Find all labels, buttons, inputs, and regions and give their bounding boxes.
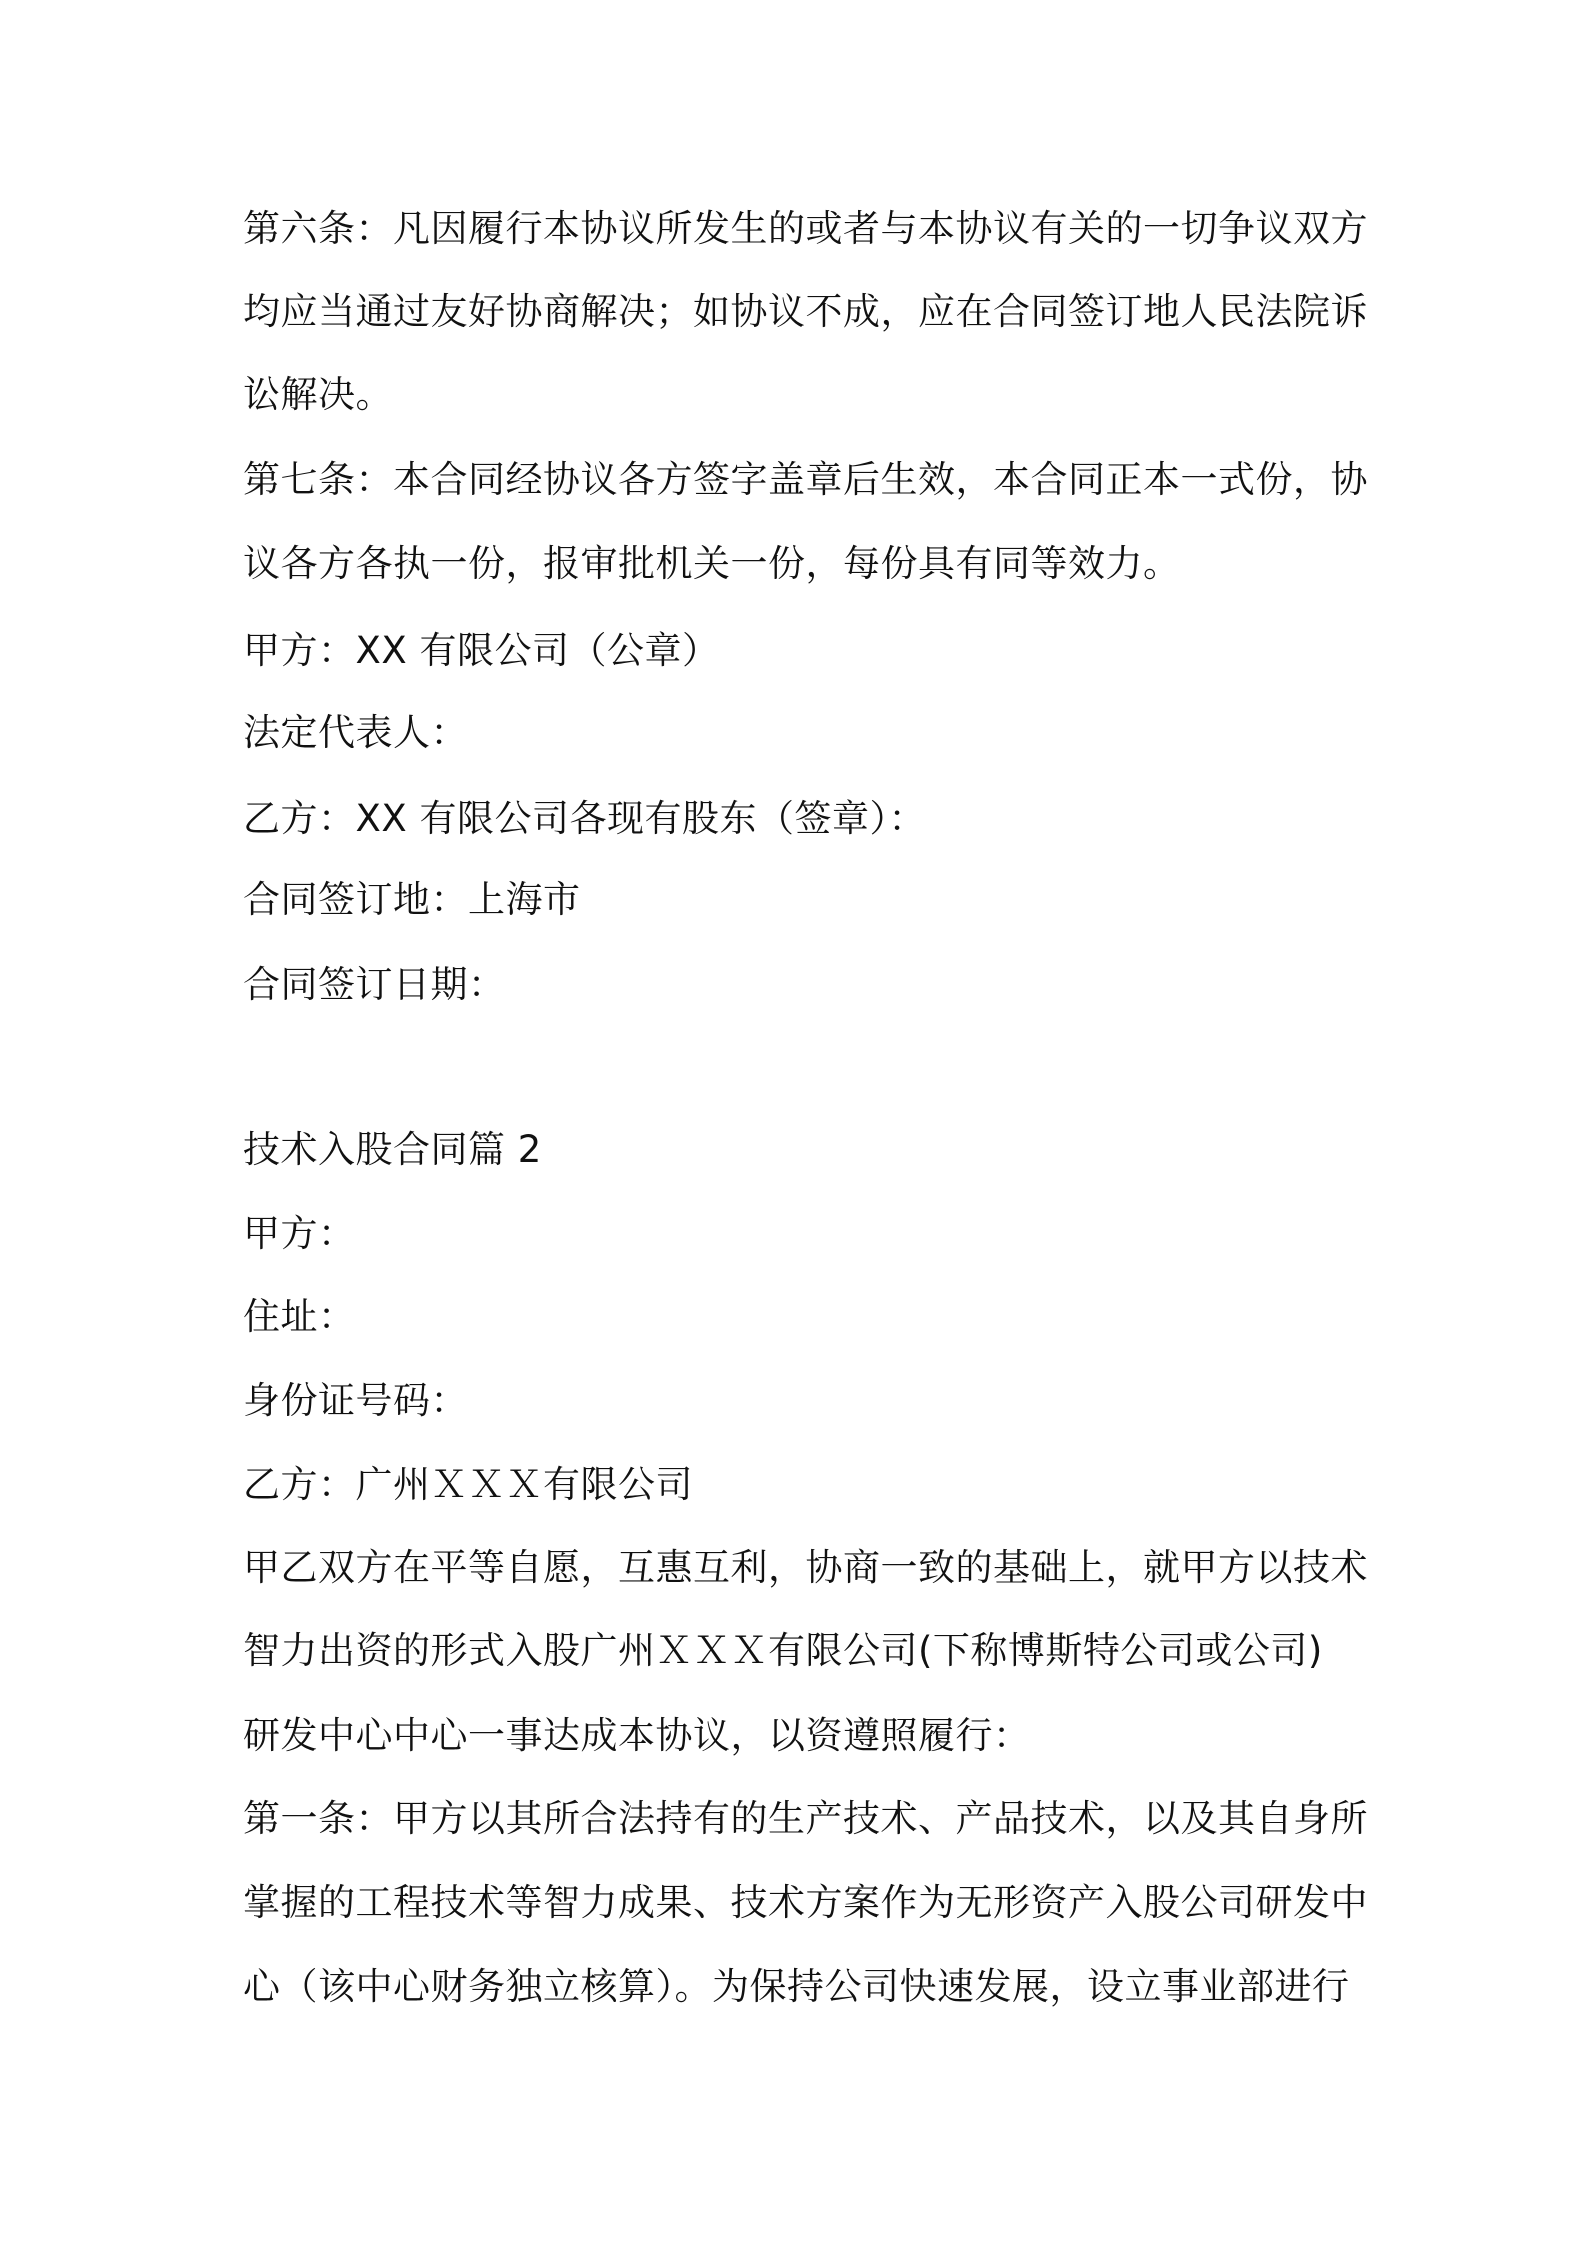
clause-1-line-1: 第一条：甲方以其所合法持有的生产技术、产品技术，以及其自身所 (243, 1797, 1368, 1840)
preamble-line-1: 甲乙双方在平等自愿，互惠互利，协商一致的基础上，就甲方以技术 (243, 1546, 1368, 1589)
preamble-line-2: 智力出资的形式入股广州ＸＸＸ有限公司(下称博斯特公司或公司) (243, 1629, 1323, 1672)
preamble-line-3: 研发中心中心一事达成本协议，以资遵照履行： (243, 1714, 1031, 1757)
section-title: 技术入股合同篇 2 (243, 1128, 542, 1171)
legal-representative: 法定代表人： (243, 711, 468, 754)
signing-place: 合同签订地：上海市 (243, 878, 581, 921)
clause-7-line-1: 第七条：本合同经协议各方签字盖章后生效，本合同正本一式份，协 (243, 458, 1368, 501)
id-number-label: 身份证号码： (243, 1379, 468, 1422)
address-label: 住址： (243, 1295, 356, 1338)
clause-6-line-2: 均应当通过友好协商解决；如协议不成，应在合同签订地人民法院诉 (243, 290, 1368, 333)
party-a-signature: 甲方：XX 有限公司（公章） (243, 629, 720, 672)
clause-6-line-3: 讼解决。 (243, 373, 393, 416)
clause-6-line-1: 第六条：凡因履行本协议所发生的或者与本协议有关的一切争议双方 (243, 207, 1368, 250)
clause-1-line-2: 掌握的工程技术等智力成果、技术方案作为无形资产入股公司研发中 (243, 1881, 1368, 1924)
clause-7-line-2: 议各方各执一份，报审批机关一份，每份具有同等效力。 (243, 542, 1181, 585)
signing-date: 合同签订日期： (243, 963, 506, 1006)
party-b-signature: 乙方：XX 有限公司各现有股东（签章）： (243, 797, 926, 840)
clause-1-line-3: 心（该中心财务独立核算）。为保持公司快速发展，设立事业部进行 (243, 1965, 1350, 2008)
party-b-label: 乙方：广州ＸＸＸ有限公司 (243, 1463, 693, 1506)
party-a-label: 甲方： (243, 1212, 356, 1255)
